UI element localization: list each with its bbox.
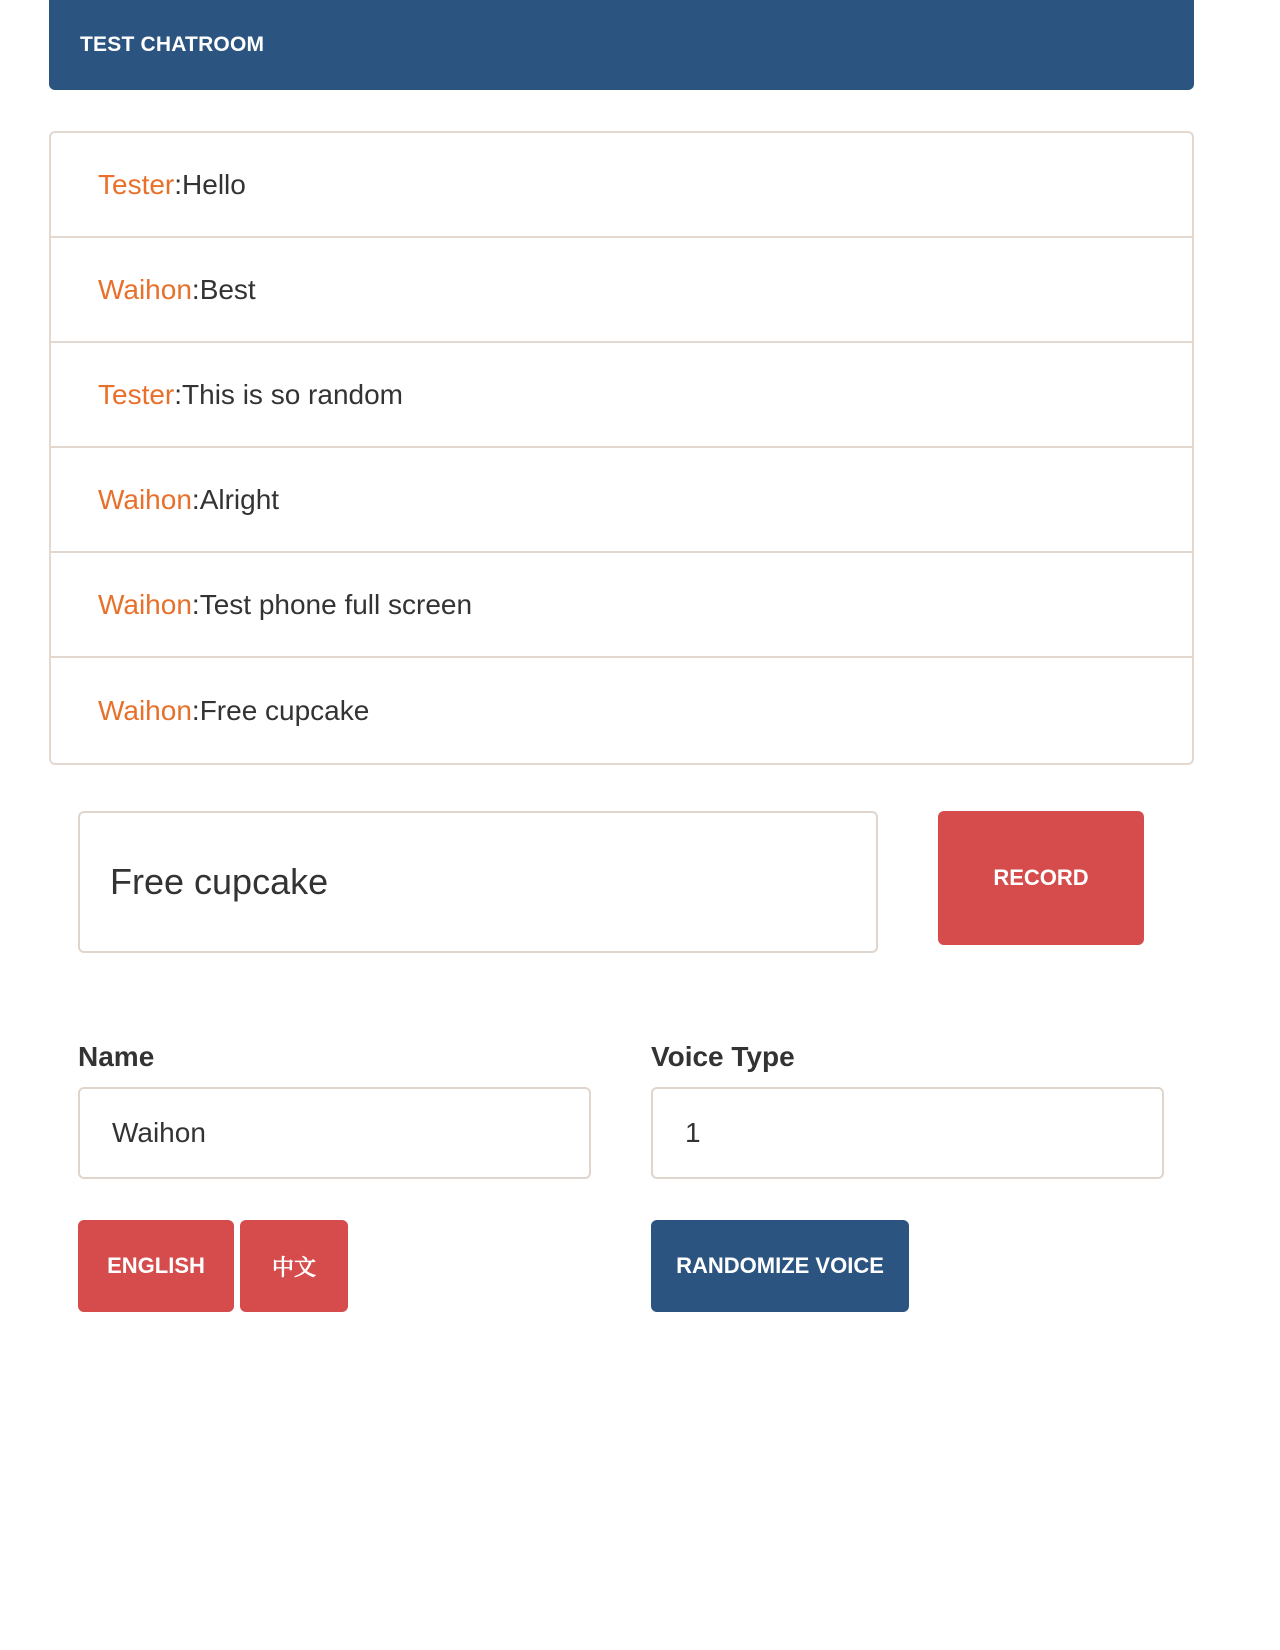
message-text: Best	[199, 273, 256, 305]
message-text: Free cupcake	[199, 694, 370, 726]
message-text: Hello	[182, 168, 246, 200]
record-button[interactable]: RECORD	[938, 811, 1144, 945]
message-separator: :	[191, 483, 200, 515]
randomize-voice-button[interactable]: RANDOMIZE VOICE	[651, 1220, 909, 1312]
message-separator: :	[174, 378, 183, 410]
name-input[interactable]	[78, 1087, 591, 1179]
message-author: Tester	[98, 378, 175, 410]
voice-type-input[interactable]	[651, 1087, 1164, 1179]
message-author: Waihon	[98, 483, 192, 515]
message-item	[51, 553, 1192, 658]
message-separator: :	[174, 168, 183, 200]
message-author: Waihon	[98, 273, 192, 305]
voice-type-label: Voice Type	[651, 1041, 795, 1072]
message-separator: :	[191, 273, 200, 305]
message-text: Test phone full screen	[199, 588, 473, 620]
message-separator: :	[191, 694, 200, 726]
name-label: Name	[78, 1041, 155, 1072]
message-item	[51, 238, 1192, 343]
english-button[interactable]: ENGLISH	[78, 1220, 234, 1312]
message-input[interactable]	[78, 811, 878, 953]
message-item	[51, 343, 1192, 448]
chatroom-header	[49, 0, 1194, 90]
message-item	[51, 448, 1192, 553]
message-item	[51, 658, 1192, 763]
message-separator: :	[191, 588, 200, 620]
message-author: Waihon	[98, 588, 192, 620]
message-item	[51, 133, 1192, 238]
chinese-button[interactable]: 中文	[240, 1220, 348, 1312]
chatroom-title: TEST CHATROOM	[80, 33, 265, 56]
message-text: Alright	[199, 483, 280, 515]
message-list	[49, 131, 1194, 765]
message-author: Waihon	[98, 694, 192, 726]
message-text: This is so random	[182, 378, 403, 410]
message-author: Tester	[98, 168, 175, 200]
